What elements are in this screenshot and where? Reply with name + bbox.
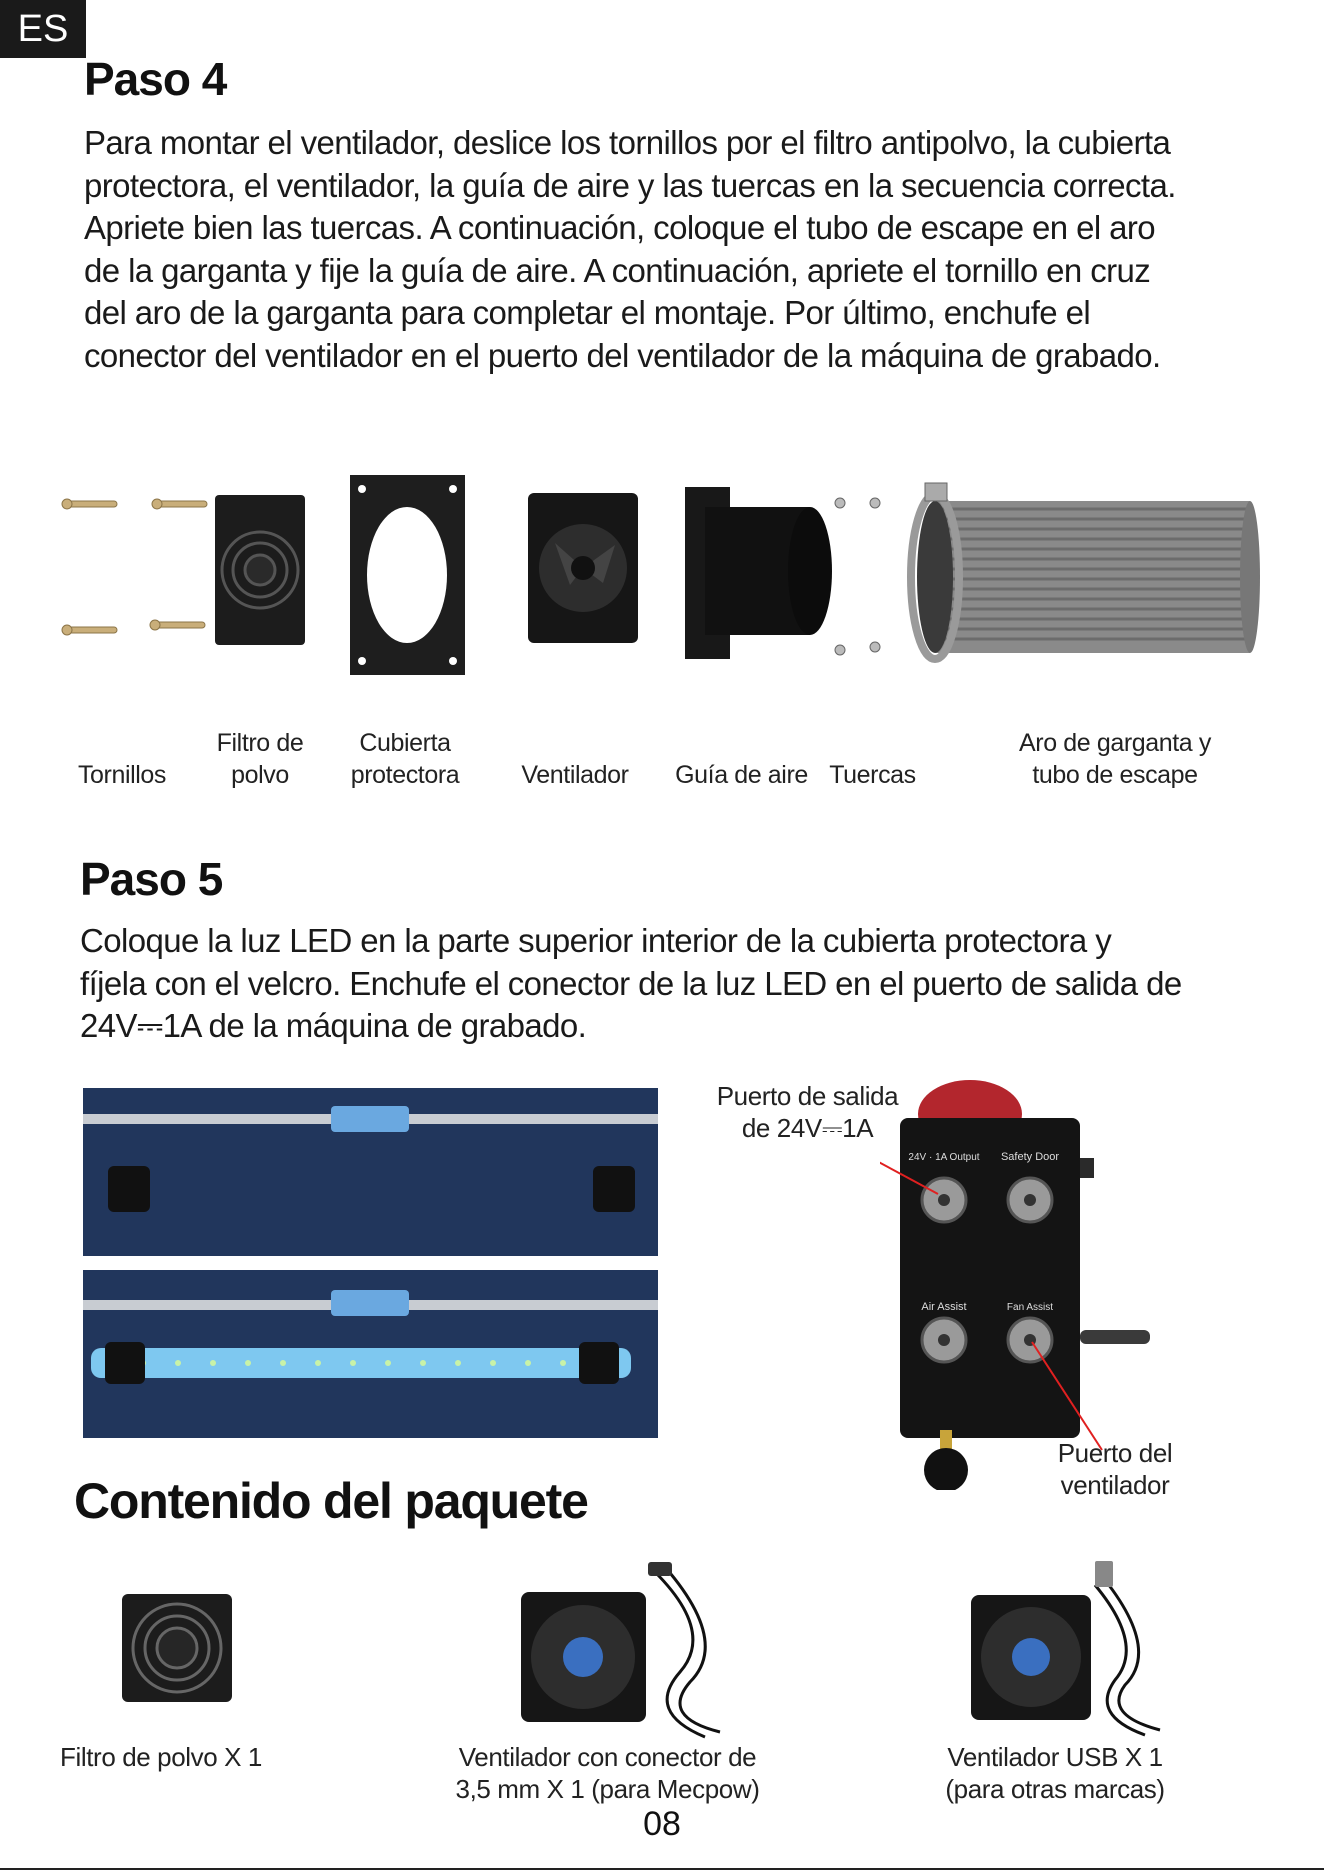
part-caption-line1: Cubierta bbox=[359, 729, 451, 757]
part-caption-line1 bbox=[500, 727, 650, 759]
step4-title: Paso 4 bbox=[84, 53, 227, 105]
package-item-caption bbox=[60, 1741, 310, 1773]
part-caption-line2: Ventilador bbox=[521, 761, 629, 789]
package-fan-35mm-image bbox=[515, 1552, 745, 1742]
step4-line: Apriete bien las tuercas. A continuación, coloque el tubo de escape en el aro bbox=[84, 209, 1156, 246]
package-item-caption bbox=[905, 1741, 1205, 1805]
step4-body bbox=[84, 122, 1304, 377]
fan-port-callout-line2: ventilador bbox=[1060, 1470, 1170, 1500]
page-number: 08 bbox=[643, 1805, 681, 1843]
part-caption-line1 bbox=[664, 727, 819, 759]
step4-line: Para montar el ventilador, deslice los tornillos por el filtro antipolvo, la cubierta bbox=[84, 124, 1171, 161]
port2-label: Safety Door bbox=[1000, 1151, 1060, 1163]
part-caption-line2: protectora bbox=[350, 761, 460, 789]
exhaust-hose-illustration bbox=[911, 483, 1260, 659]
part-caption-line1 bbox=[52, 727, 192, 759]
step4-line: del aro de la garganta para completar el montaje. Por último, enchufe el bbox=[84, 294, 1091, 331]
package-item-line1: Filtro de polvo X 1 bbox=[60, 1742, 262, 1772]
output-port-callout bbox=[700, 1080, 915, 1144]
step4-line: conector del ventilador en el puerto del ventilador de la máquina de grabado. bbox=[84, 336, 1161, 374]
led-installed-photo bbox=[83, 1270, 658, 1438]
part-caption-line1: Filtro de bbox=[216, 729, 304, 757]
step5-line: Coloque la luz LED en la parte superior interior de la cubierta protectora y bbox=[80, 922, 1112, 959]
package-dust-filter-image bbox=[118, 1590, 238, 1705]
package-item-line2: 3,5 mm X 1 (para Mecpow) bbox=[455, 1774, 760, 1804]
part-caption-line2: Tornillos bbox=[77, 761, 167, 789]
fan-illustration bbox=[528, 493, 638, 643]
port3-label: Air Assist bbox=[921, 1301, 967, 1313]
package-item-line1: Ventilador USB X 1 bbox=[947, 1742, 1163, 1772]
bottom-rule bbox=[0, 1868, 1324, 1870]
part-caption-line2: tubo de escape bbox=[1032, 761, 1198, 789]
package-title: Contenido del paquete bbox=[74, 1473, 588, 1529]
language-badge: ES bbox=[0, 0, 86, 58]
step5-body bbox=[80, 920, 1300, 1048]
control-box bbox=[900, 1118, 1080, 1438]
nuts-illustration bbox=[835, 498, 880, 655]
step5-line: fíjela con el velcro. Enchufe el conector de la luz LED en el puerto de salida de bbox=[80, 964, 1182, 1002]
led-installed-photo-drawing bbox=[83, 1270, 658, 1438]
port1-label: 24V · 1A Output bbox=[908, 1152, 980, 1163]
step5-title: Paso 5 bbox=[80, 853, 223, 905]
fan-assembly-illustration bbox=[55, 465, 1270, 690]
port-panel-illustration bbox=[880, 1070, 1170, 1490]
part-caption-line2: polvo bbox=[231, 761, 289, 789]
part-caption-line1: Aro de garganta y bbox=[1019, 729, 1211, 757]
velcro-photo-drawing bbox=[83, 1088, 658, 1256]
velcro-photo bbox=[83, 1088, 658, 1256]
part-caption-line2: Tuercas bbox=[829, 761, 916, 789]
part-caption bbox=[985, 727, 1245, 791]
step4-line: de la garganta y fije la guía de aire. A continuación, apriete el tornillo en cruz bbox=[84, 251, 1151, 289]
fan-port-callout bbox=[1030, 1437, 1200, 1501]
part-caption bbox=[325, 727, 485, 791]
package-item-caption bbox=[430, 1741, 785, 1805]
part-caption bbox=[52, 727, 192, 791]
fan-port-callout-line1: Puerto del bbox=[1057, 1438, 1173, 1468]
dust-filter-illustration bbox=[215, 495, 305, 645]
part-caption-line1 bbox=[815, 727, 930, 759]
step5-line: 24V⎓1A de la máquina de grabado. bbox=[80, 1007, 587, 1044]
air-guide-illustration bbox=[685, 487, 832, 659]
screws-illustration bbox=[62, 499, 207, 635]
output-port-callout-line2: de 24V⎓1A bbox=[741, 1113, 874, 1143]
part-caption bbox=[664, 727, 819, 791]
part-caption bbox=[190, 727, 330, 791]
output-port-callout-line1: Puerto de salida bbox=[716, 1081, 899, 1111]
part-caption bbox=[815, 727, 930, 791]
step4-line: protectora, el ventilador, la guía de aire y las tuercas en la secuencia correcta. bbox=[84, 166, 1176, 204]
cover-gasket-illustration bbox=[350, 475, 465, 675]
part-caption-line2: Guía de aire bbox=[675, 761, 808, 789]
port4-label: Fan Assist bbox=[1006, 1302, 1054, 1313]
part-caption bbox=[500, 727, 650, 791]
package-item-line2: (para otras marcas) bbox=[945, 1774, 1165, 1804]
package-item-line1: Ventilador con conector de bbox=[458, 1742, 757, 1772]
package-usb-fan-image bbox=[965, 1555, 1175, 1740]
